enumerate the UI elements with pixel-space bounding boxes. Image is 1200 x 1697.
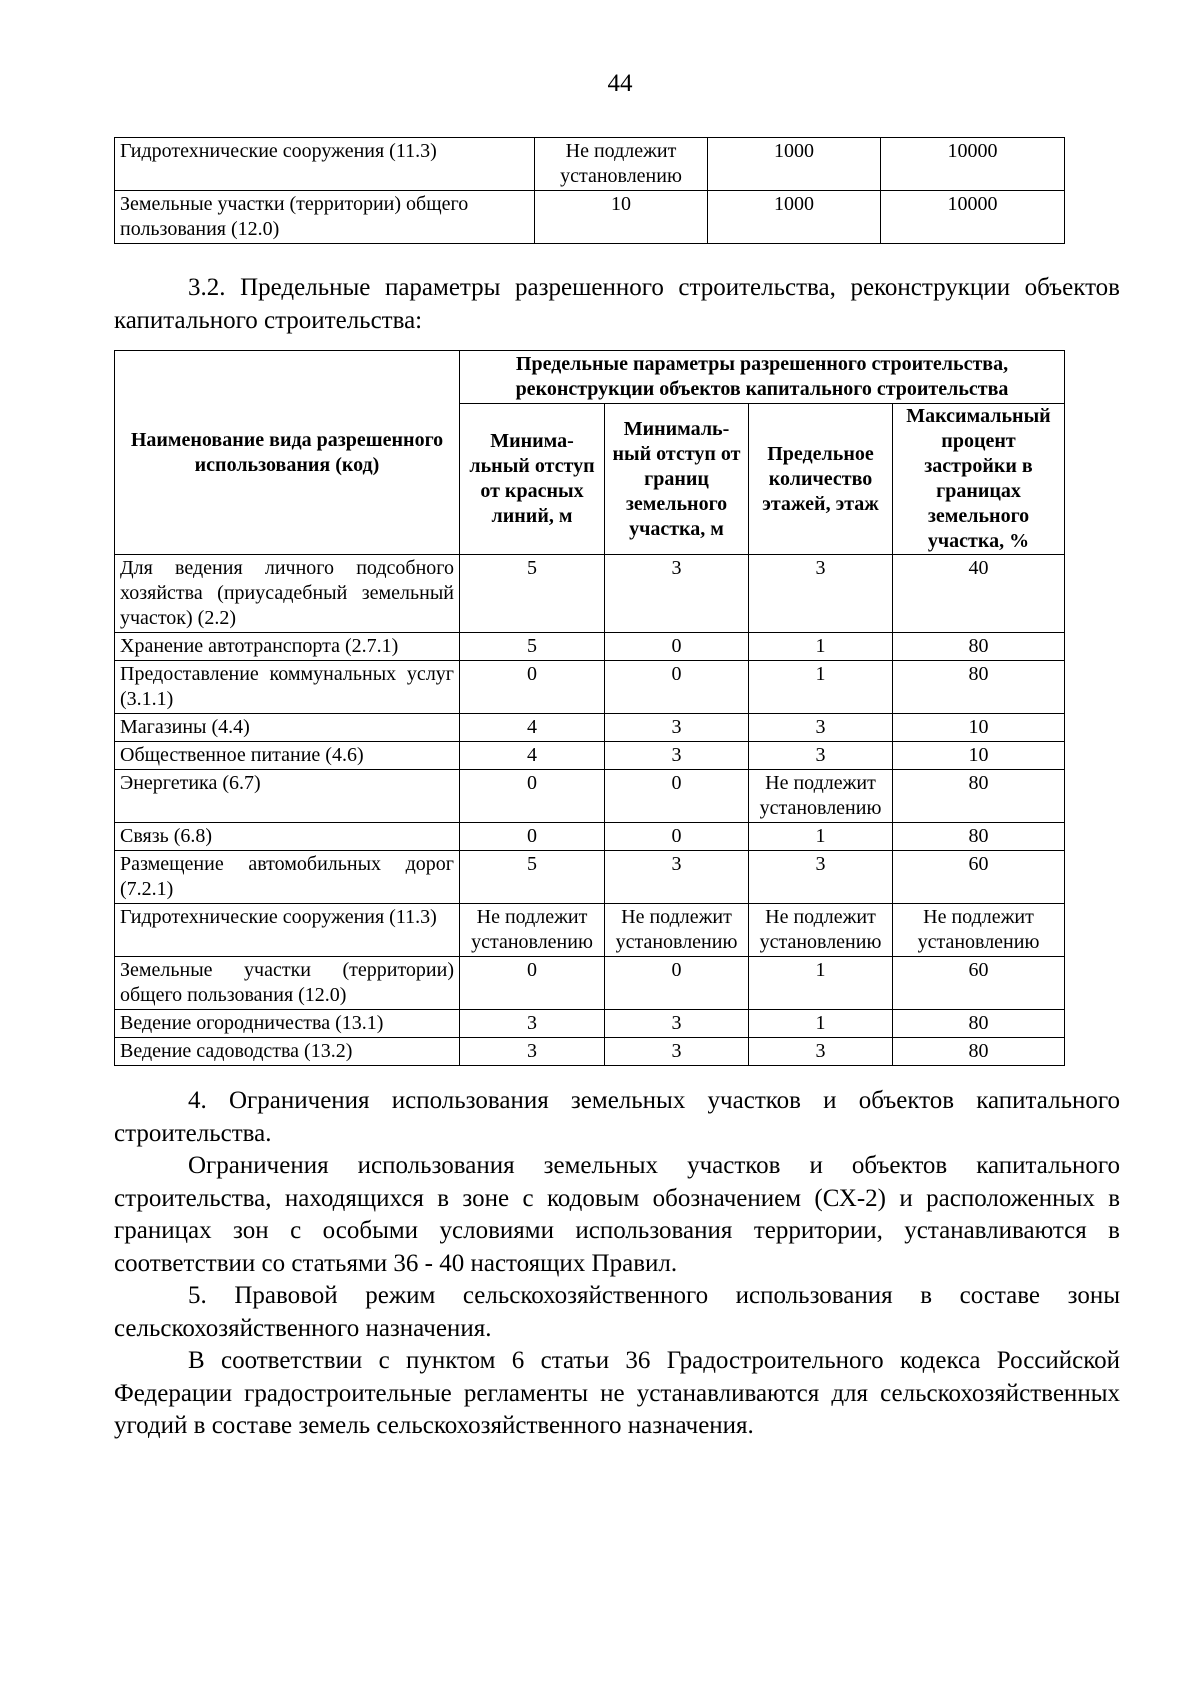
cell-value: 1 (749, 661, 893, 714)
table-row (115, 661, 1065, 714)
paragraph-5: 5. Правовой режим сельскохозяйственного использования в составе зоны сельскохозяйственного назначения. (114, 1282, 1120, 1342)
cell-name: Общественное питание (4.6) (115, 742, 460, 770)
cell-value: 0 (605, 770, 749, 823)
cell-value: 4 (460, 742, 605, 770)
cell-value: 3 (605, 1038, 749, 1066)
table-row (115, 957, 1065, 1010)
cell-value: 3 (605, 555, 749, 633)
cell-value: 0 (460, 770, 605, 823)
table-row (115, 770, 1065, 823)
table-row (115, 742, 1065, 770)
table-top (114, 137, 1065, 244)
table-row (115, 555, 1065, 633)
cell-value: 10000 (881, 191, 1065, 244)
cell-value: 3 (605, 1010, 749, 1038)
cell-value: 0 (605, 633, 749, 661)
table-row (115, 714, 1065, 742)
cell-value: 3 (749, 714, 893, 742)
cell-value: 0 (605, 661, 749, 714)
body-text (114, 1085, 1120, 1443)
table-row (115, 633, 1065, 661)
cell-value: Не подлежит установлению (749, 904, 893, 957)
table-row (115, 1038, 1065, 1066)
cell-value: 3 (749, 555, 893, 633)
section-3-2-paragraph: 3.2. Предельные параметры разрешенного строительства, реконструкции объектов капитального строительства: (114, 274, 1120, 334)
cell-value: 0 (605, 823, 749, 851)
table-body (115, 555, 1065, 1066)
cell-name: Связь (6.8) (115, 823, 460, 851)
cell-value: 3 (749, 742, 893, 770)
table-row (115, 904, 1065, 957)
cell-value: 60 (893, 851, 1065, 904)
header-col4: Максимальный процент застройки в границах земельного участка, % (893, 404, 1065, 555)
cell-name: Гидротехнические сооружения (11.3) (115, 904, 460, 957)
cell-value: 80 (893, 770, 1065, 823)
table-row (115, 851, 1065, 904)
cell-value: Не подлежит установлению (893, 904, 1065, 957)
cell-value: 1000 (708, 138, 881, 191)
cell-name: Хранение автотранспорта (2.7.1) (115, 633, 460, 661)
cell-value: Не подлежит установлению (535, 138, 708, 191)
cell-name: Ведение огородничества (13.1) (115, 1010, 460, 1038)
cell-value: 4 (460, 714, 605, 742)
cell-value: 5 (460, 851, 605, 904)
cell-name: Размещение автомобильных дорог (7.2.1) (115, 851, 460, 904)
header-col2: Минималь-ный отступ от границ земельного участка, м (605, 404, 749, 555)
header-name: Наименование вида разрешенного использования (код) (115, 351, 460, 555)
cell-value: 80 (893, 823, 1065, 851)
cell-value: 5 (460, 633, 605, 661)
paragraph-4-body: Ограничения использования земельных участков и объектов капитального строительства, находящихся в зоне с кодовым обозначением (СХ-2) и расположенных в границах зон с особыми условиями использования территории, устанавливаются в соответствии со статьями 36 - 40 настоящих Правил. (114, 1152, 1120, 1277)
table-row (115, 1010, 1065, 1038)
table-row (115, 191, 1065, 244)
cell-name: Ведение садоводства (13.2) (115, 1038, 460, 1066)
cell-name: Для ведения личного подсобного хозяйства (приусадебный земельный участок) (2.2) (115, 555, 460, 633)
cell-value: 3 (749, 1038, 893, 1066)
table-row (115, 138, 1065, 191)
cell-name: Земельные участки (территории) общего пользования (12.0) (115, 957, 460, 1010)
cell-value: 80 (893, 661, 1065, 714)
cell-value: 80 (893, 1010, 1065, 1038)
cell-value: 10 (535, 191, 708, 244)
cell-name: Предоставление коммунальных услуг (3.1.1) (115, 661, 460, 714)
cell-value: 10000 (881, 138, 1065, 191)
cell-value: 1 (749, 633, 893, 661)
header-row (115, 351, 1065, 404)
cell-value: Не подлежит установлению (605, 904, 749, 957)
cell-value: 10 (893, 742, 1065, 770)
cell-name: Гидротехнические сооружения (11.3) (115, 138, 535, 191)
cell-value: 3 (749, 851, 893, 904)
table-row (115, 823, 1065, 851)
cell-value: 3 (605, 714, 749, 742)
cell-value: 0 (460, 957, 605, 1010)
cell-value: 3 (460, 1038, 605, 1066)
cell-value: 1000 (708, 191, 881, 244)
cell-name: Энергетика (6.7) (115, 770, 460, 823)
page-number: 44 (607, 70, 633, 97)
cell-value: 40 (893, 555, 1065, 633)
cell-value: 10 (893, 714, 1065, 742)
cell-value: 1 (749, 1010, 893, 1038)
cell-value: Не подлежит установлению (460, 904, 605, 957)
header-group: Предельные параметры разрешенного строительства, реконструкции объектов капитального строительства (460, 351, 1065, 404)
cell-value: 1 (749, 823, 893, 851)
cell-value: Не подлежит установлению (749, 770, 893, 823)
cell-value: 3 (605, 851, 749, 904)
cell-value: 5 (460, 555, 605, 633)
cell-value: 80 (893, 1038, 1065, 1066)
cell-value: 1 (749, 957, 893, 1010)
cell-value: 3 (460, 1010, 605, 1038)
cell-name: Магазины (4.4) (115, 714, 460, 742)
cell-value: 0 (460, 661, 605, 714)
paragraph-5-body: В соответствии с пунктом 6 статьи 36 Градостроительного кодекса Российской Федерации градостроительные регламенты не устанавливаются для сельскохозяйственных угодий в составе земель сельскохозяйственного назначения. (114, 1347, 1120, 1439)
paragraph-4: 4. Ограничения использования земельных участков и объектов капитального строительства. (114, 1087, 1120, 1147)
cell-value: 0 (605, 957, 749, 1010)
table-main (114, 350, 1065, 1066)
cell-name: Земельные участки (территории) общего пользования (12.0) (115, 191, 535, 244)
cell-value: 0 (460, 823, 605, 851)
header-col1: Минима-льный отступ от красных линий, м (460, 404, 605, 555)
header-col3: Предельное количество этажей, этаж (749, 404, 893, 555)
cell-value: 80 (893, 633, 1065, 661)
cell-value: 60 (893, 957, 1065, 1010)
cell-value: 3 (605, 742, 749, 770)
